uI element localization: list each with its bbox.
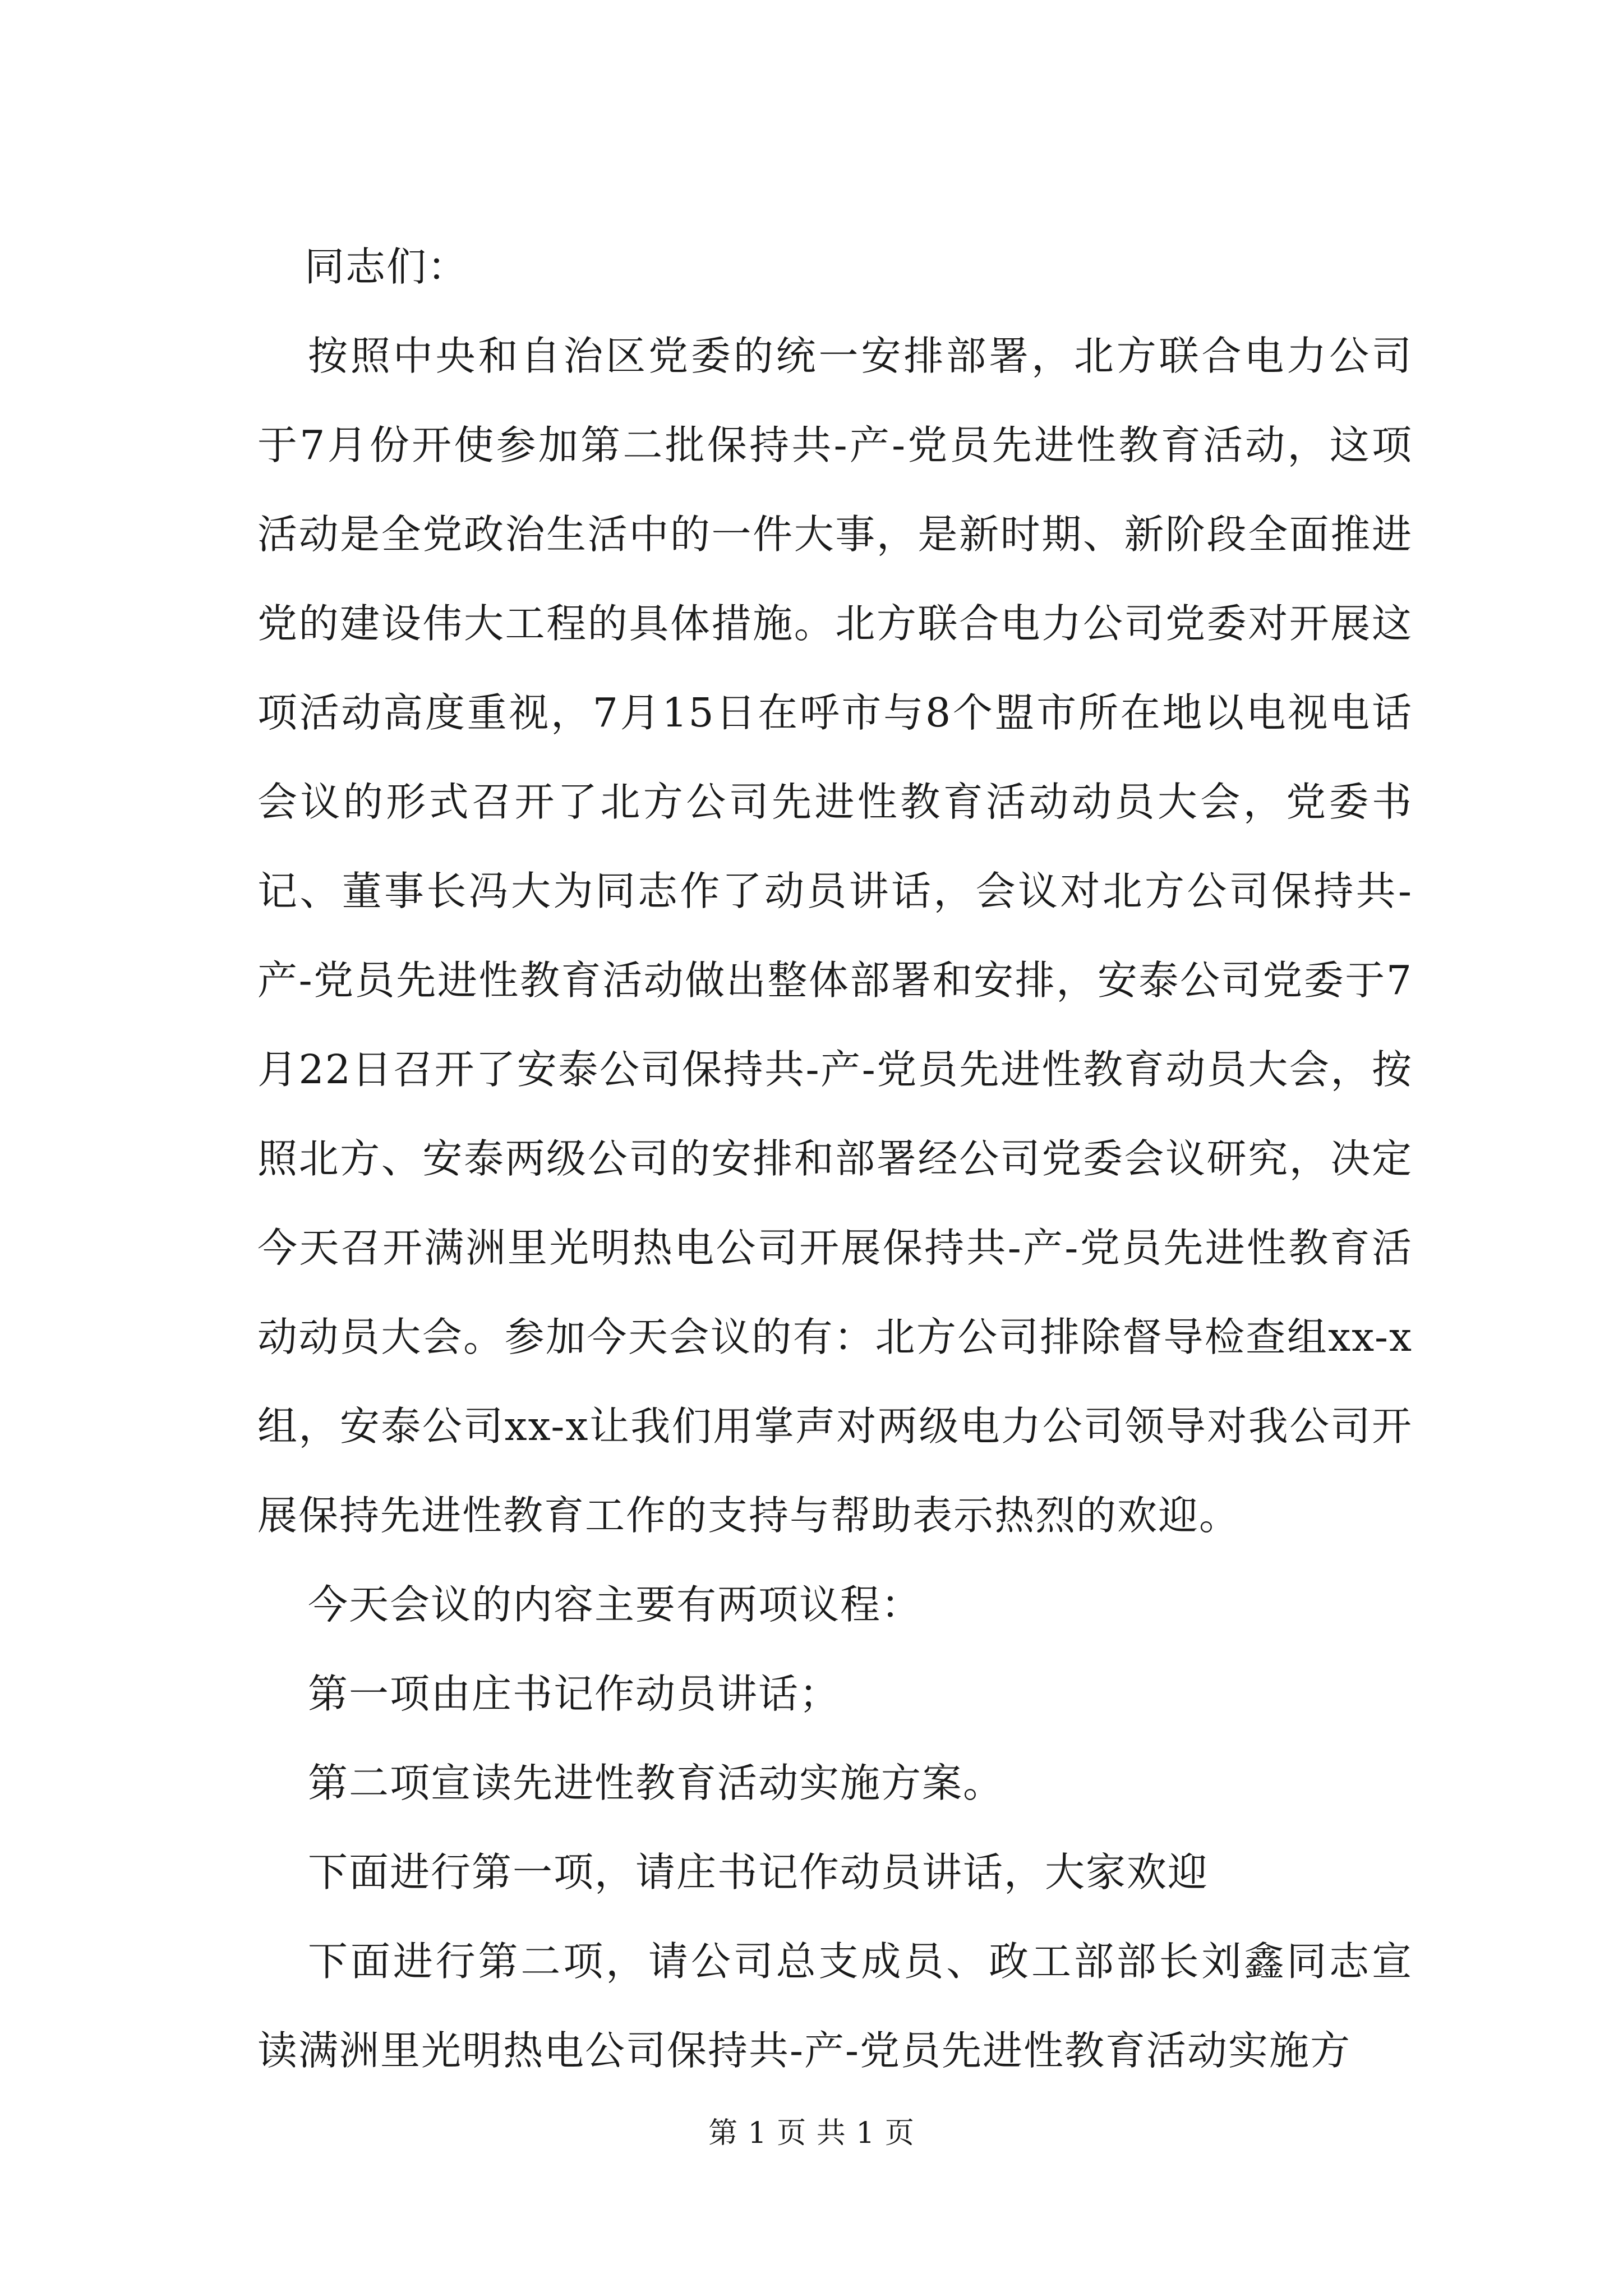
- paragraph-agenda-item-1: 第一项由庄书记作动员讲话；: [308, 1671, 841, 1717]
- paragraph-proceed-item-1: 下面进行第一项，请庄书记作动员讲话，大家欢迎: [308, 1849, 1209, 1895]
- document-body: [257, 222, 1413, 2095]
- page-footer: [0, 2114, 1623, 2153]
- page-number-label: 第 1 页 共 1 页: [708, 2116, 915, 2150]
- paragraph-agenda-intro: 今天会议的内容主要有两项议程：: [308, 1581, 923, 1628]
- paragraph-agenda-item-2: 第二项宣读先进性教育活动实施方案。: [308, 1760, 1004, 1806]
- paragraph-proceed-item-2: 下面进行第二项，请公司总支成员、政工部部长刘鑫同志宣读满洲里光明热电公司保持共-产-党员先进性教育活动实施方: [257, 1938, 1413, 2074]
- salutation: 同志们：: [305, 243, 469, 290]
- paragraph-opening: 按照中央和自治区党委的统一安排部署，北方联合电力公司于7月份开使参加第二批保持共-产-党员先进性教育活动，这项活动是全党政治生活中的一件大事，是新时期、新阶段全面推进党的建设伟大工程的具体措施。北方联合电力公司党委对开展这项活动高度重视，7月15日在呼市与8个盟市所在地以电视电话会议的形式召开了北方公司先进性教育活动动员大会，党委书记、董事长冯大为同志作了动员讲话，会议对北方公司保持共-产-党员先进性教育活动做出整体部署和安排，安泰公司党委于7月22日召开了安泰公司保持共-产-党员先进性教育动员大会，按照北方、安泰两级公司的安排和部署经公司党委会议研究，决定今天召开满洲里光明热电公司开展保持共-产-党员先进性教育活动动员大会。参加今天会议的有：北方公司排除督导检查组xx-x组，安泰公司xx-x让我们用掌声对两级电力公司领导对我公司开展保持先进性教育工作的支持与帮助表示热烈的欢迎。: [257, 333, 1413, 1539]
